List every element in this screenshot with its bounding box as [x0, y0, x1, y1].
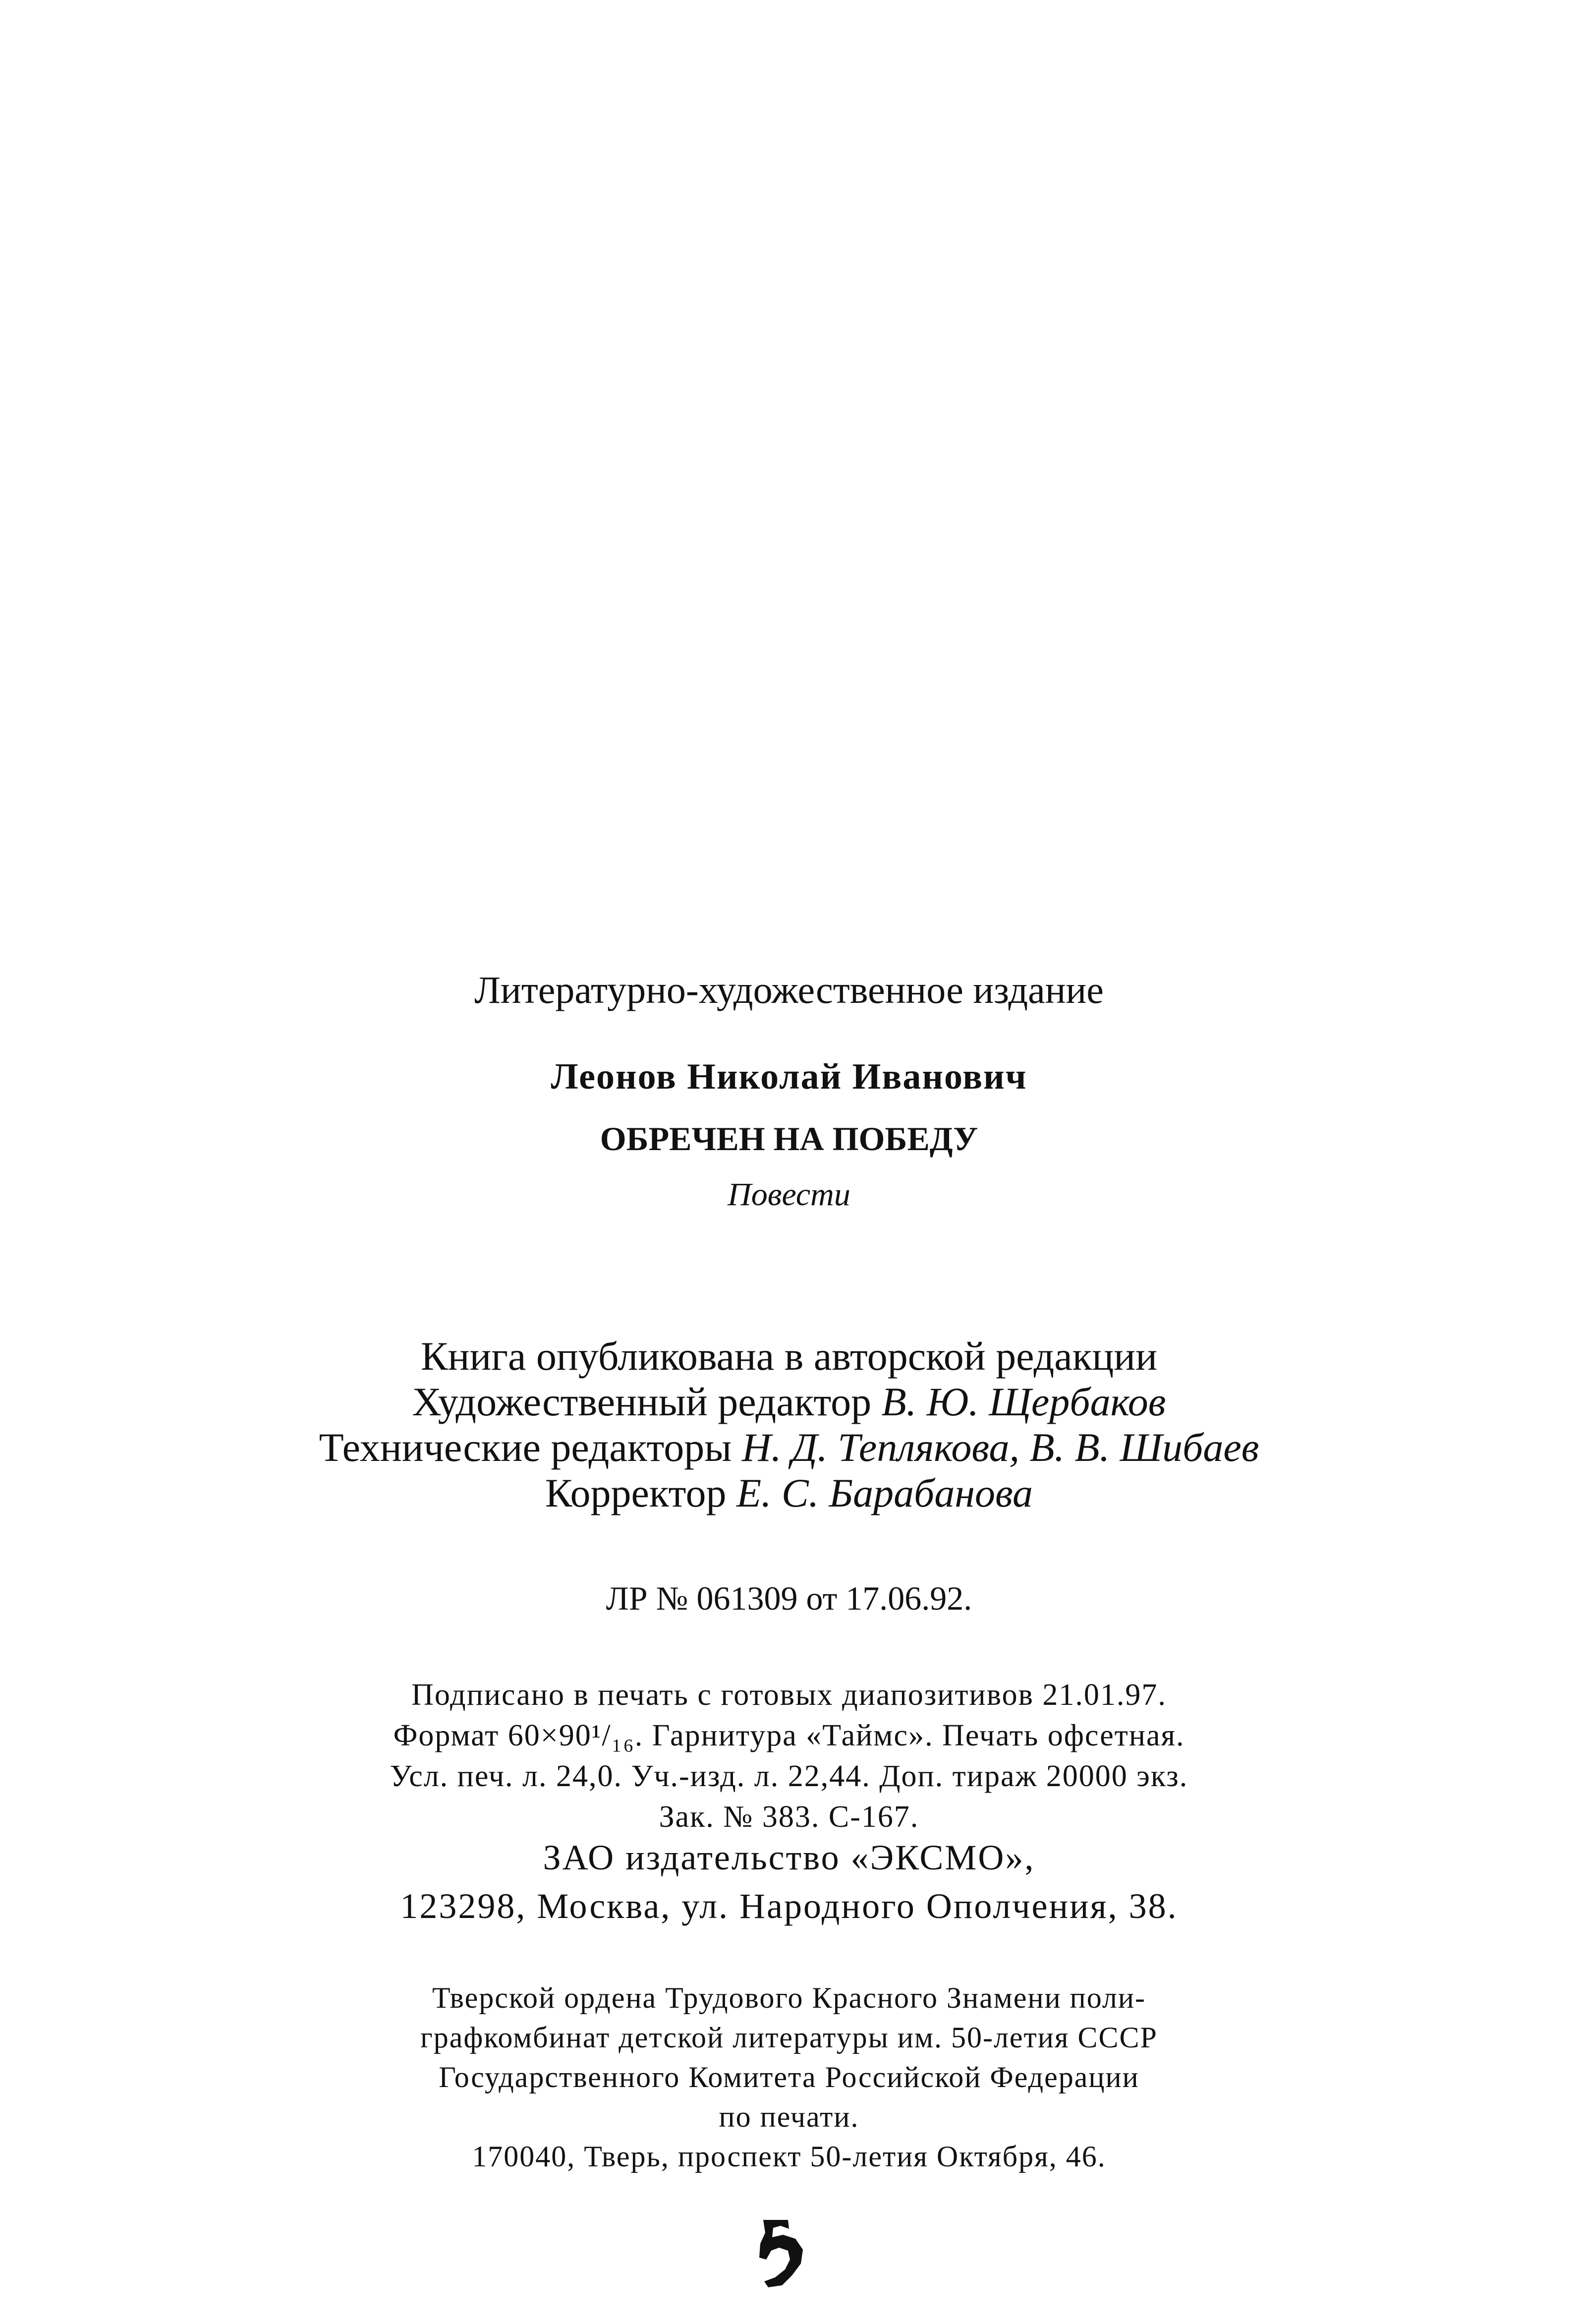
art-editor-name: В. Ю. Щербаков — [881, 1379, 1166, 1424]
publisher-address: 123298, Москва, ул. Народного Ополчения, 38. — [400, 1886, 1178, 1926]
book-title: ОБРЕЧЕН НА ПОБЕДУ — [600, 1120, 978, 1158]
credits-block — [0, 1334, 1578, 1516]
printer-line-4: по печати. — [719, 2100, 859, 2133]
edition-type: Литературно-художественное издание — [474, 968, 1104, 1011]
publisher-name: ЗАО издательство «ЭКСМО», — [543, 1838, 1035, 1877]
imprint-line-3: Усл. печ. л. 24,0. Уч.-изд. л. 22,44. Доп. тираж 20000 экз. — [390, 1759, 1188, 1793]
printer-line-5: 170040, Тверь, проспект 50-летия Октября, 46. — [472, 2140, 1106, 2173]
imprint-line-4: Зак. № 383. С-167. — [659, 1800, 919, 1834]
imprint-line-1: Подписано в печать с готовых диапозитивов 21.01.97. — [411, 1678, 1167, 1712]
printer-block — [0, 1978, 1578, 2176]
imprint-line-2: Формат 60×90¹/₁₆. Гарнитура «Таймс». Печать офсетная. — [393, 1719, 1185, 1752]
tech-editors-names: Н. Д. Теплякова, В. В. Шибаев — [741, 1425, 1259, 1470]
tech-editors-line — [0, 1425, 1578, 1470]
genre-label: Повести — [728, 1176, 850, 1213]
corrector-line — [0, 1470, 1578, 1516]
imprint-block — [0, 1675, 1578, 1837]
printer-line-3: Государственного Комитета Российской Федерации — [439, 2061, 1139, 2093]
printer-line-2: графкомбинат детской литературы им. 50-летия СССР — [420, 2021, 1158, 2054]
publisher-block — [0, 1833, 1578, 1930]
art-editor-line — [0, 1379, 1578, 1425]
license-number: ЛР № 061309 от 17.06.92. — [606, 1579, 972, 1617]
author-name: Леонов Николай Иванович — [551, 1056, 1027, 1097]
art-editor-label: Художественный редактор — [412, 1379, 882, 1424]
tech-editors-label: Технические редакторы — [319, 1425, 742, 1470]
printer-line-1: Тверской ордена Трудового Красного Знамени поли- — [432, 1981, 1146, 2014]
credits-note: Книга опубликована в авторской редакции — [420, 1334, 1158, 1379]
corrector-name: Е. С. Барабанова — [736, 1470, 1033, 1515]
printer-logo-icon — [753, 2215, 813, 2289]
corrector-label: Корректор — [545, 1470, 736, 1515]
